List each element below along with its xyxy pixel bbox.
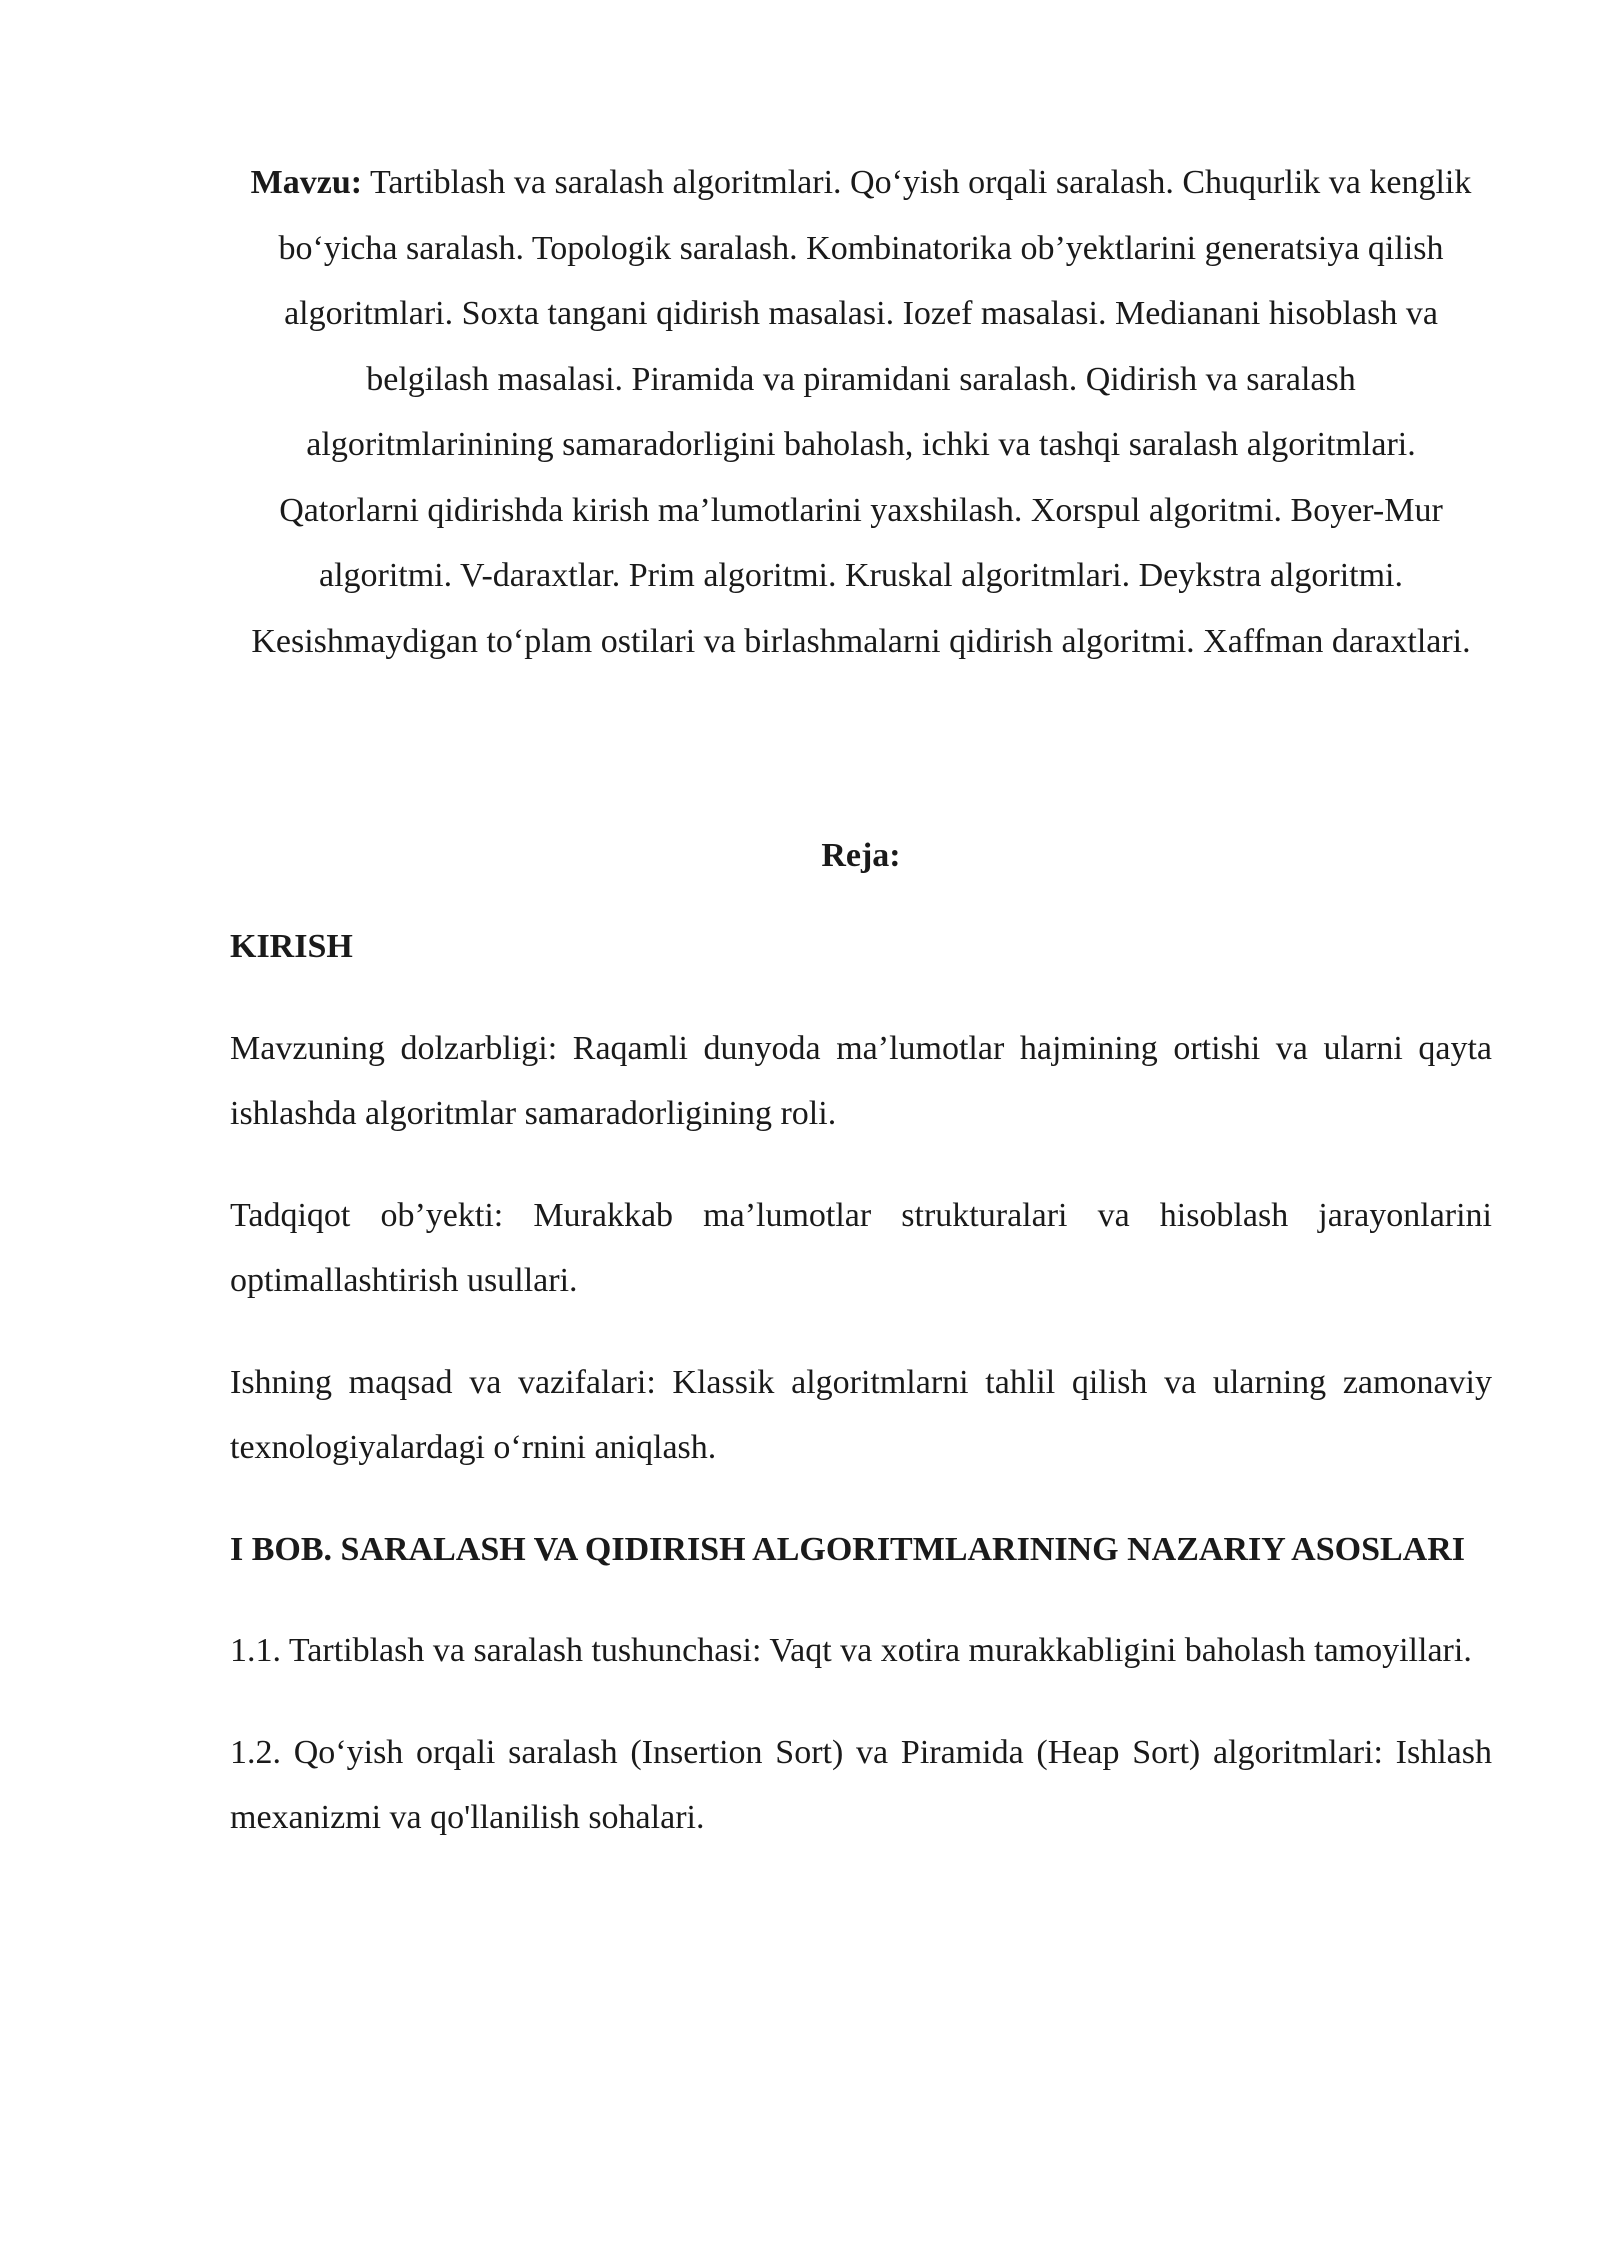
chapter1-item-1-2: 1.2. Qo‘yish orqali saralash (Insertion Sort) va Piramida (Heap Sort) algoritmlari: Ishlash mexanizmi va qo'llanilish sohalari. — [230, 1733, 1492, 1836]
intro-heading: KIRISH — [230, 928, 353, 965]
topic-label: Mavzu: — [250, 164, 363, 201]
intro-item-research-object: Tadqiqot ob’yekti: Murakkab ma’lumotlar strukturalari va hisoblash jarayonlarini optimallashtirish usullari. — [230, 1196, 1492, 1299]
topic-paragraph — [246, 150, 1476, 674]
chapter1-heading: I BOB. SARALASH VA QIDIRISH ALGORITMLARINING NAZARIY ASOSLARI — [230, 1530, 1466, 1568]
topic-text: Tartiblash va saralash algoritmlari. Qo‘yish orqali saralash. Chuqurlik va kenglik bo‘yicha saralash. Topologik saralash. Kombinatorika ob’yektlarini generatsiya qilish algoritmlari. Soxta tangani qidirish masalasi. Iozef masalasi. Medianani hisoblash va belgilash masalasi. Piramida va piramidani saralash. Qidirish va saralash algoritmlarinining samaradorligini baholash, ichki va tashqi saralash algoritmlari. Qatorlarni qidirishda kirish ma’lumotlarini yaxshilash. Xorspul algoritmi. Boyer-Mur algoritmi. V-daraxtlar. Prim algoritmi. Kruskal algoritmlari. Deykstra algoritmi. Kesishmaydigan to‘plam ostilari va birlashmalarni qidirish algoritmi. Xaffman daraxtlari. — [251, 164, 1472, 660]
chapter1-item-1-1: 1.1. Tartiblash va saralash tushunchasi: Vaqt va xotira murakkabligini baholash tamoyillari. — [230, 1632, 1472, 1669]
plan-title: Reja: — [821, 837, 901, 874]
intro-item-goals: Ishning maqsad va vazifalari: Klassik algoritmlarni tahlil qilish va ularning zamonaviy texnologiyalardagi o‘rnini aniqlash. — [230, 1363, 1492, 1466]
page-content — [230, 150, 1492, 1851]
intro-item-relevance: Mavzuning dolzarbligi: Raqamli dunyoda ma’lumotlar hajmining ortishi va ularni qayta ishlashda algoritmlar samaradorligining roli. — [230, 1029, 1492, 1132]
